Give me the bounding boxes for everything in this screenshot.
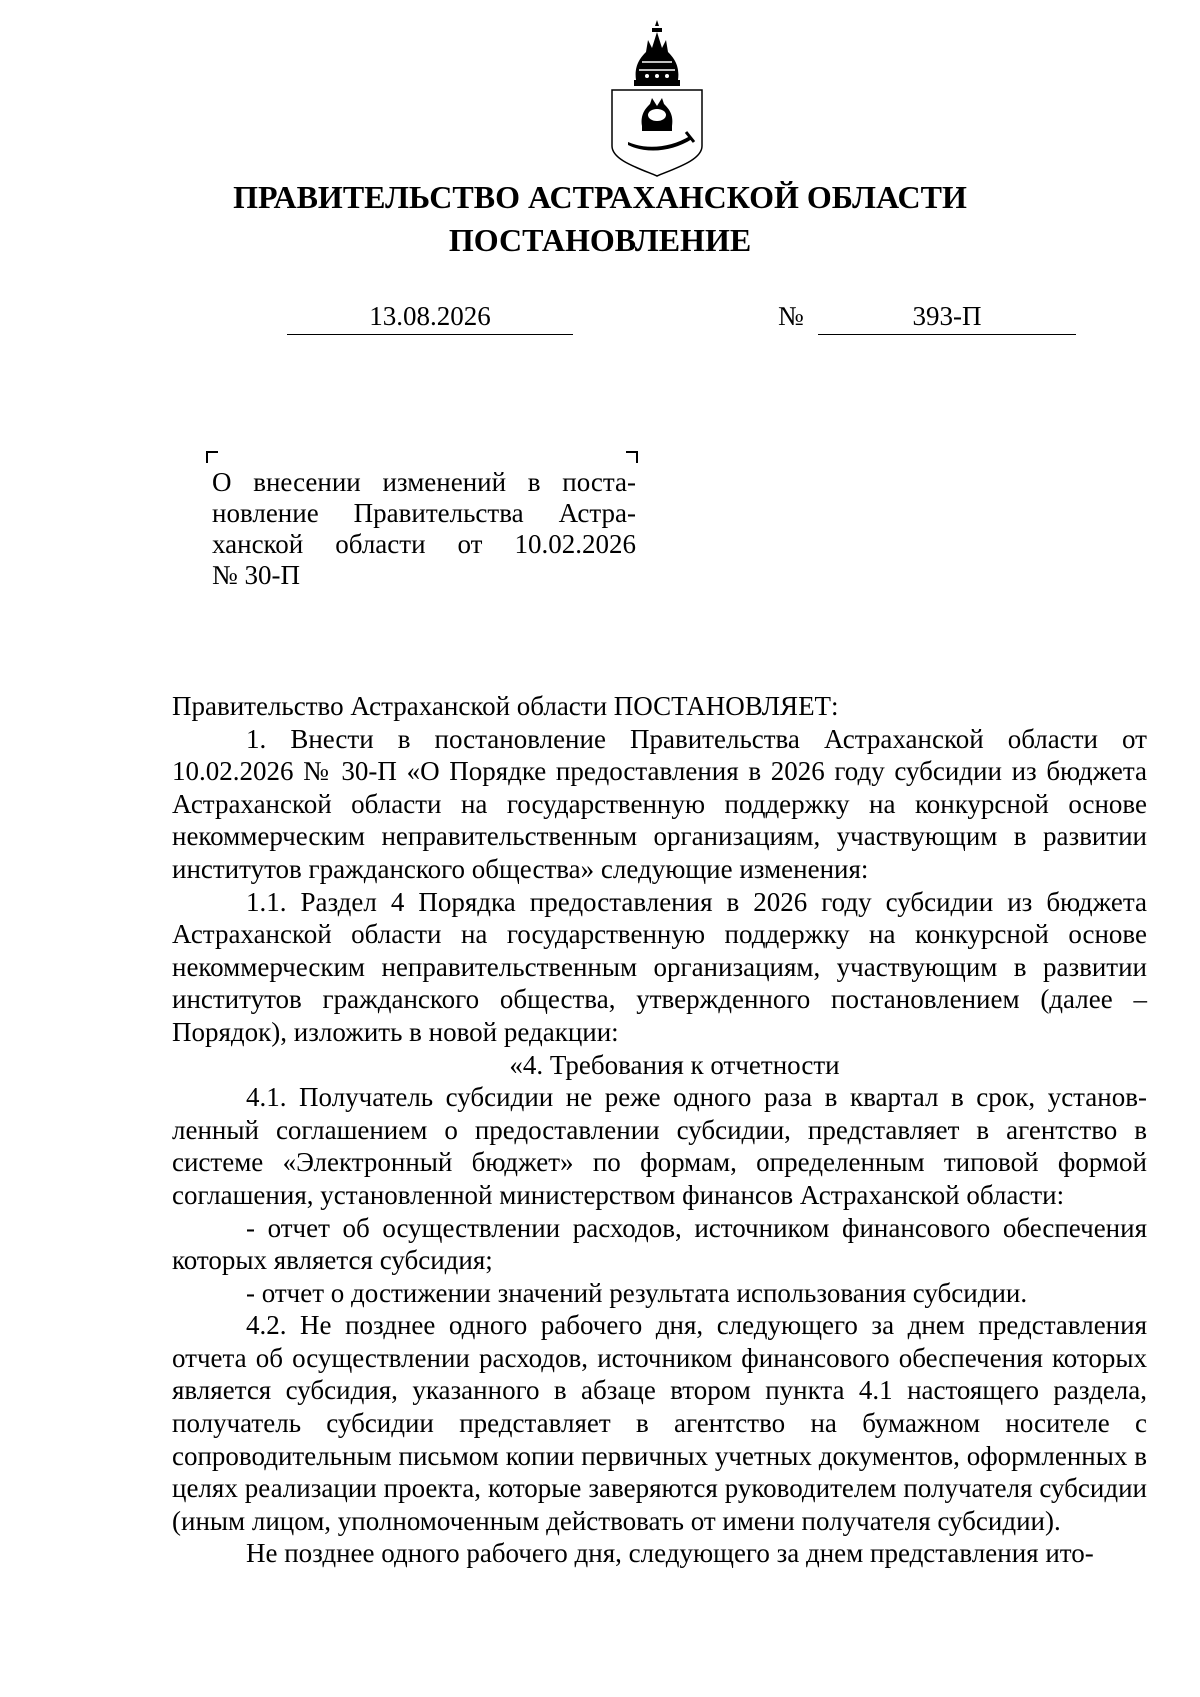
body-paragraph: 1.1. Раздел 4 Порядка предоставления в 2026 году субсидии из бюджета Астраханской области на государственную поддержку на конкурсной основе некоммерческим неправительственным организациям, участвующим в развитии институтов гражданского общества, утвержденного постановлением (далее – Порядок), изложить в новой редакции: (172, 886, 1147, 1047)
body-paragraph: Не позднее одного рабочего дня, следующего за днем представления ито- (246, 1538, 1094, 1569)
document-date: 13.08.2026 (287, 298, 573, 335)
document-subject (212, 467, 636, 591)
subject-line: О внесении изменений в поста- (212, 467, 636, 497)
document-body (172, 690, 1147, 1570)
section-heading: «4. Требования к отчетности (509, 1049, 840, 1080)
subject-bracket-right (626, 451, 638, 463)
subject-bracket-left (206, 451, 218, 463)
document-type: ПОСТАНОВЛЕНИЕ (448, 222, 752, 258)
list-item: - отчет об осуществлении расходов, источником финансового обеспечения которых является субсидия; (172, 1212, 1147, 1276)
coat-of-arms-icon (606, 18, 708, 178)
body-paragraph: 1. Внести в постановление Правительства Астраханской области от 10.02.2026 № 30-П «О Порядке предоставления в 2026 году субсидии из бюджета Астраханской области на государственную поддержку на конкурсной основе некоммерческим неправительственным организациям, участвующим в развитии институтов гражданского общества» следующие изменения: (172, 723, 1147, 884)
number-sign: № (778, 301, 804, 331)
subject-line: новление Правительства Астра- (212, 498, 636, 528)
body-paragraph: 4.1. Получатель субсидии не реже одного раза в квартал в срок, установленный соглашением о предоставлении субсидии, представляет в агентство в системе «Электронный бюджет» по формам, определенным типовой формой соглашения, установленной министерством финансов Астраханской области: (172, 1082, 1147, 1210)
list-item: - отчет о достижении значений результата использования субсидии. (246, 1277, 1028, 1308)
document-number: 393-П (818, 298, 1076, 335)
organization-name: ПРАВИТЕЛЬСТВО АСТРАХАНСКОЙ ОБЛАСТИ (233, 179, 967, 215)
resolving-clause: Правительство Астраханской области ПОСТАНОВЛЯЕТ: (172, 691, 839, 721)
subject-line: ханской области от 10.02.2026 (212, 529, 636, 559)
subject-line: № 30-П (212, 560, 301, 590)
body-paragraph: 4.2. Не позднее одного рабочего дня, следующего за днем представления отчета об осуществлении расходов, источником финансового обеспечения которых является субсидия, указанного в абзаце втором пункта 4.1 настоящего раздела, получатель субсидии представляет в агентство на бумажном носителе с сопроводительным письмом копии первичных учетных документов, оформленных в целях реализации проекта, которые заверяются руководителем получателя субсидии (иным лицом, уполномоченным действовать от имени получателя субсидии). (172, 1310, 1147, 1536)
